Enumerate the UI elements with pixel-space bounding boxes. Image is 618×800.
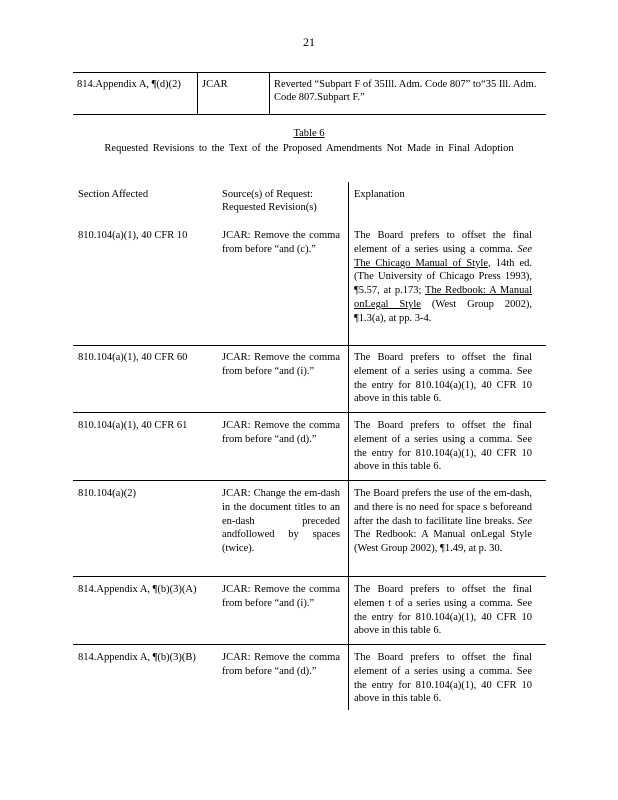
row-6-source: JCAR: Remove the comma from before “and (d).”: [222, 652, 340, 677]
section-cell: 814.Appendix A, ¶(d)(2): [77, 79, 181, 90]
column-divider: [348, 182, 349, 710]
row-divider: [73, 480, 546, 481]
source-cell: JCAR: [197, 73, 269, 114]
row-1-explanation-post: (West Group 2002), ¶1.3(a), at pp. 3-4.: [354, 298, 532, 324]
row-3-explanation: The Board prefers to offset the final element of a series using a comma. See the entry for 810.104(a)(1), 40 CFR 10 above in this table 6.: [354, 420, 532, 473]
row-2-section: 810.104(a)(1), 40 CFR 60: [78, 352, 188, 363]
explanation-cell: Reverted “Subpart F of 35Ill. Adm. Code 807” to“35 Ill. Adm. Code 807.Subpart F.”: [269, 73, 546, 114]
header-source: Source(s) of Request: Requested Revision(s): [222, 189, 317, 213]
row-divider: [73, 644, 546, 645]
continued-table-row: [73, 72, 546, 115]
table-number-label: Table 6: [293, 128, 325, 139]
table-number: [0, 128, 618, 139]
page-number: 21: [303, 35, 315, 49]
row-1-cite-chicago: The Chicago Manual of Style: [354, 257, 489, 269]
row-2-explanation: The Board prefers to offset the final element of a series using a comma. See the entry for 810.104(a)(1), 40 CFR 10 above in this table 6.: [354, 352, 532, 405]
row-5-section: 814.Appendix A, ¶(b)(3)(A): [78, 584, 197, 595]
row-4-explanation-post: The Redbook: A Manual onLegal Style (West Group 2002), ¶1.49, at p. 30.: [354, 529, 532, 555]
row-4-explanation-pre: The Board prefers the use of the em-dash, and there is no need for space s beforeand after the dash to facilitate line breaks.: [354, 488, 532, 527]
row-1-see: See: [517, 243, 532, 255]
row-divider: [73, 576, 546, 577]
row-4-explanation: [354, 487, 532, 556]
row-6-explanation: The Board prefers to offset the final element of a series using a comma. See the entry for 810.104(a)(1), 40 CFR 10 above in this table 6.: [354, 652, 532, 705]
row-3-source: JCAR: Remove the comma from before “and (d).”: [222, 420, 340, 445]
table-title: Requested Revisions to the Text of the Proposed Amendments Not Made in Final Adoption: [104, 143, 514, 154]
row-5-source: JCAR: Remove the comma from before “and (i).”: [222, 584, 340, 609]
row-4-source: JCAR: Change the em-dash in the document titles to an en-dash preceded andfollowed by spaces (twice).: [222, 488, 340, 555]
row-1-cite-redbook: The Redbook: A Manual onLegal Style: [354, 285, 533, 310]
row-1-section: 810.104(a)(1), 40 CFR 10: [78, 230, 188, 241]
row-6-section: 814.Appendix A, ¶(b)(3)(B): [78, 652, 196, 663]
row-2-source: JCAR: Remove the comma from before “and (i).”: [222, 352, 340, 377]
row-divider: [73, 412, 546, 413]
row-1-explanation-mid: , 14th ed. (The University of Chicago Press 1993), ¶5.57, at p.173;: [354, 257, 532, 297]
row-4-section: 810.104(a)(2): [78, 488, 137, 499]
row-4-see: See: [517, 515, 532, 527]
row-1-explanation: [354, 229, 532, 326]
row-3-section: 810.104(a)(1), 40 CFR 61: [78, 420, 188, 431]
row-5-explanation: The Board prefers to offset the final elemen t of a series using a comma. See the entry for 810.104(a)(1), 40 CFR 10 above in this table 6.: [354, 584, 532, 637]
row-divider: [73, 345, 546, 346]
row-1-explanation-pre: The Board prefers to offset the final element of a series using a comma.: [354, 230, 532, 255]
header-explanation: Explanation: [354, 189, 405, 200]
row-1-source: JCAR: Remove the comma from before “and (c).”: [222, 230, 340, 255]
header-section: Section Affected: [78, 189, 149, 200]
